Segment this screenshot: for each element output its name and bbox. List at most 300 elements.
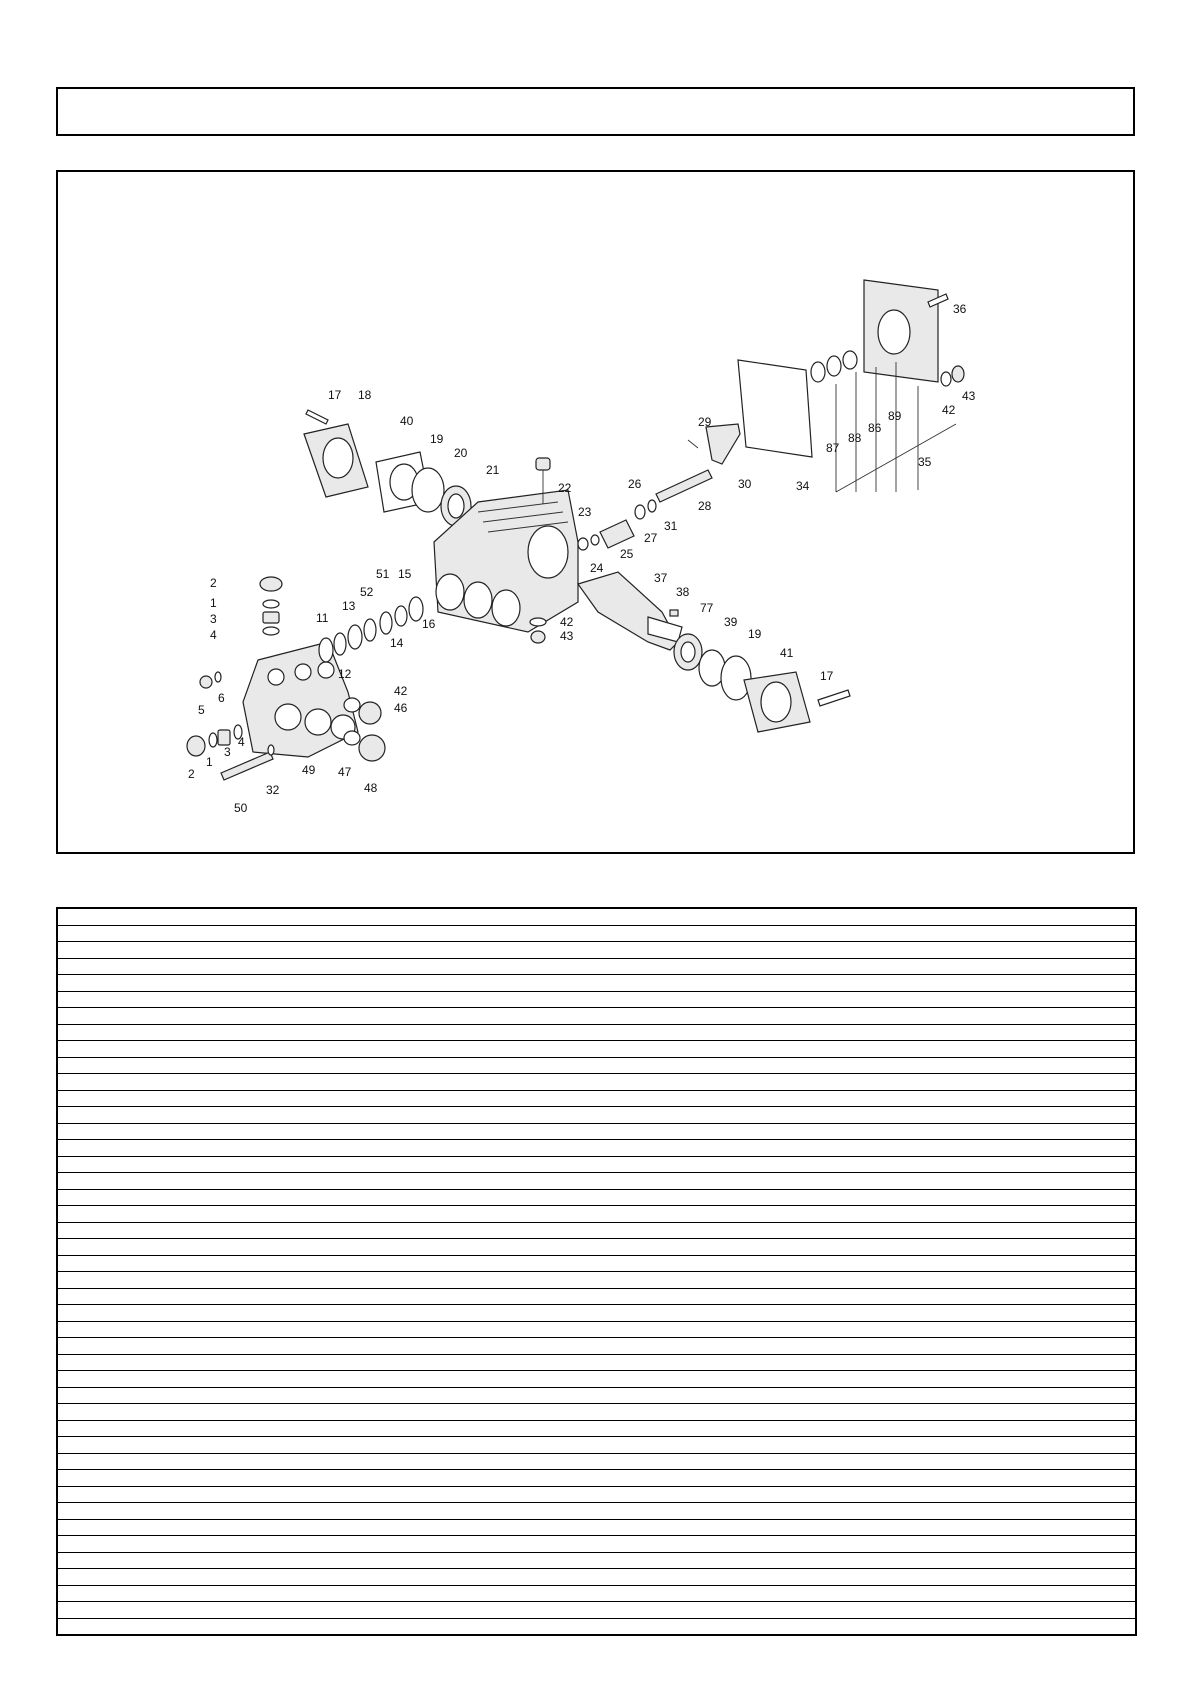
table-cell bbox=[95, 1552, 163, 1569]
table-cell bbox=[163, 1008, 265, 1025]
callout-52: 52 bbox=[360, 585, 374, 599]
table-cell bbox=[877, 1486, 1049, 1503]
table-cell bbox=[265, 975, 877, 992]
table-cell bbox=[57, 1288, 95, 1305]
table-row bbox=[57, 1041, 1136, 1058]
table-cell bbox=[877, 942, 1049, 959]
table-row bbox=[57, 958, 1136, 975]
callout-40: 40 bbox=[400, 414, 414, 428]
callout-30: 30 bbox=[738, 477, 752, 491]
table-row bbox=[57, 1239, 1136, 1256]
table-cell bbox=[57, 1189, 95, 1206]
table-cell bbox=[95, 1387, 163, 1404]
table-cell bbox=[95, 1305, 163, 1322]
table-cell bbox=[265, 1486, 877, 1503]
pump-exploded-view bbox=[58, 172, 1133, 852]
table-cell bbox=[57, 975, 95, 992]
table-cell bbox=[57, 1503, 95, 1520]
table-cell bbox=[1049, 1305, 1136, 1322]
table-cell bbox=[1049, 1140, 1136, 1157]
callout-31: 31 bbox=[664, 519, 678, 533]
table-cell bbox=[163, 1486, 265, 1503]
table-cell bbox=[265, 1470, 877, 1487]
table-cell bbox=[95, 1321, 163, 1338]
table-cell bbox=[163, 1123, 265, 1140]
table-cell bbox=[57, 1156, 95, 1173]
callout-15: 15 bbox=[398, 567, 412, 581]
table-cell bbox=[877, 1156, 1049, 1173]
table-cell bbox=[265, 1387, 877, 1404]
table-cell bbox=[57, 1387, 95, 1404]
table-cell bbox=[877, 958, 1049, 975]
table-cell bbox=[57, 1222, 95, 1239]
callout-1-top: 1 bbox=[210, 596, 217, 610]
table-cell bbox=[95, 1519, 163, 1536]
table-cell bbox=[1049, 1321, 1136, 1338]
table-cell bbox=[57, 1569, 95, 1586]
table-cell bbox=[95, 1536, 163, 1553]
table-cell bbox=[57, 1090, 95, 1107]
table-cell bbox=[265, 1404, 877, 1421]
table-cell bbox=[95, 1024, 163, 1041]
table-row bbox=[57, 1503, 1136, 1520]
table-row bbox=[57, 1057, 1136, 1074]
table-cell bbox=[877, 1453, 1049, 1470]
front-flange bbox=[304, 410, 471, 526]
table-row bbox=[57, 975, 1136, 992]
table-cell bbox=[163, 1404, 265, 1421]
table-cell bbox=[877, 1338, 1049, 1355]
callout-20: 20 bbox=[454, 446, 468, 460]
table-cell bbox=[877, 1189, 1049, 1206]
table-row bbox=[57, 1090, 1136, 1107]
table-cell bbox=[163, 1552, 265, 1569]
table-cell bbox=[163, 1602, 265, 1619]
table-cell bbox=[877, 1206, 1049, 1223]
callout-19-top: 19 bbox=[430, 432, 444, 446]
table-row bbox=[57, 1536, 1136, 1553]
table-cell bbox=[1049, 1338, 1136, 1355]
table-cell bbox=[877, 1074, 1049, 1091]
table-cell bbox=[877, 1057, 1049, 1074]
table-row bbox=[57, 1371, 1136, 1388]
callout-42-left: 42 bbox=[394, 684, 408, 698]
table-cell bbox=[163, 925, 265, 942]
table-cell bbox=[163, 1519, 265, 1536]
table-cell bbox=[1049, 1222, 1136, 1239]
table-cell bbox=[95, 1602, 163, 1619]
table-cell bbox=[163, 942, 265, 959]
table-cell bbox=[265, 1123, 877, 1140]
callout-34: 34 bbox=[796, 479, 810, 493]
table-cell bbox=[265, 1272, 877, 1289]
table-cell bbox=[163, 908, 265, 925]
callout-14: 14 bbox=[390, 636, 404, 650]
table-cell bbox=[1049, 1569, 1136, 1586]
table-cell bbox=[163, 1338, 265, 1355]
table-cell bbox=[265, 1173, 877, 1190]
table-cell bbox=[877, 908, 1049, 925]
table-cell bbox=[1049, 1585, 1136, 1602]
table-row bbox=[57, 1486, 1136, 1503]
table-cell bbox=[57, 908, 95, 925]
callout-24: 24 bbox=[590, 561, 604, 575]
table-cell bbox=[1049, 925, 1136, 942]
callout-4-top: 4 bbox=[210, 628, 217, 642]
table-cell bbox=[265, 1107, 877, 1124]
rear-flange bbox=[744, 672, 850, 732]
callout-5: 5 bbox=[198, 703, 205, 717]
table-cell bbox=[877, 1288, 1049, 1305]
title-box bbox=[56, 87, 1135, 136]
table-cell bbox=[163, 1074, 265, 1091]
table-cell bbox=[877, 1585, 1049, 1602]
connecting-rod-parts bbox=[578, 424, 740, 550]
table-row bbox=[57, 1074, 1136, 1091]
callout-2-top: 2 bbox=[210, 576, 217, 590]
table-cell bbox=[877, 1437, 1049, 1454]
table-cell bbox=[877, 1222, 1049, 1239]
table-cell bbox=[1049, 1206, 1136, 1223]
table-cell bbox=[877, 1173, 1049, 1190]
table-cell bbox=[265, 1569, 877, 1586]
table-cell bbox=[877, 1239, 1049, 1256]
table-cell bbox=[265, 1420, 877, 1437]
table-cell bbox=[95, 1090, 163, 1107]
table-cell bbox=[163, 1206, 265, 1223]
table-cell bbox=[95, 1486, 163, 1503]
callout-37: 37 bbox=[654, 571, 668, 585]
table-cell bbox=[1049, 1387, 1136, 1404]
table-cell bbox=[95, 1585, 163, 1602]
table-cell bbox=[57, 1074, 95, 1091]
table-cell bbox=[265, 1041, 877, 1058]
table-cell bbox=[95, 1140, 163, 1157]
callout-46: 46 bbox=[394, 701, 408, 715]
callout-41: 41 bbox=[780, 646, 794, 660]
table-cell bbox=[1049, 1420, 1136, 1437]
callout-1-left: 1 bbox=[206, 755, 213, 769]
table-cell bbox=[95, 1123, 163, 1140]
callout-6: 6 bbox=[218, 691, 225, 705]
table-row bbox=[57, 1420, 1136, 1437]
table-cell bbox=[877, 1272, 1049, 1289]
table-cell bbox=[95, 1189, 163, 1206]
table-cell bbox=[1049, 1272, 1136, 1289]
callout-3-top: 3 bbox=[210, 612, 217, 626]
table-row bbox=[57, 1206, 1136, 1223]
table-row bbox=[57, 1189, 1136, 1206]
table-cell bbox=[877, 975, 1049, 992]
table-cell bbox=[265, 1222, 877, 1239]
table-cell bbox=[95, 1107, 163, 1124]
table-cell bbox=[265, 1321, 877, 1338]
table-cell bbox=[57, 1140, 95, 1157]
table-cell bbox=[877, 1420, 1049, 1437]
table-row bbox=[57, 1338, 1136, 1355]
callout-2-left: 2 bbox=[188, 767, 195, 781]
callout-36: 36 bbox=[953, 302, 967, 316]
callout-86: 86 bbox=[868, 421, 882, 435]
table-cell bbox=[163, 1618, 265, 1635]
table-cell bbox=[877, 1255, 1049, 1272]
table-cell bbox=[265, 1437, 877, 1454]
table-cell bbox=[877, 1090, 1049, 1107]
table-cell bbox=[95, 1239, 163, 1256]
table-cell bbox=[1049, 1486, 1136, 1503]
table-cell bbox=[57, 1255, 95, 1272]
table-cell bbox=[95, 1437, 163, 1454]
table-cell bbox=[1049, 958, 1136, 975]
table-cell bbox=[57, 1420, 95, 1437]
callout-87: 87 bbox=[826, 441, 840, 455]
table-cell bbox=[95, 1272, 163, 1289]
table-row bbox=[57, 1387, 1136, 1404]
table-cell bbox=[265, 1024, 877, 1041]
table-cell bbox=[877, 1008, 1049, 1025]
callout-38: 38 bbox=[676, 585, 690, 599]
table-cell bbox=[265, 1536, 877, 1553]
table-row bbox=[57, 1618, 1136, 1635]
table-cell bbox=[163, 958, 265, 975]
table-cell bbox=[1049, 1503, 1136, 1520]
callout-35: 35 bbox=[918, 455, 932, 469]
table-cell bbox=[95, 1569, 163, 1586]
table-cell bbox=[95, 1255, 163, 1272]
table-cell bbox=[95, 1338, 163, 1355]
table-cell bbox=[1049, 1519, 1136, 1536]
table-cell bbox=[57, 925, 95, 942]
table-cell bbox=[95, 1618, 163, 1635]
table-cell bbox=[265, 1519, 877, 1536]
table-row bbox=[57, 1024, 1136, 1041]
table-cell bbox=[163, 1387, 265, 1404]
callout-49: 49 bbox=[302, 763, 316, 777]
table-cell bbox=[57, 1041, 95, 1058]
table-row bbox=[57, 1272, 1136, 1289]
table-row bbox=[57, 1552, 1136, 1569]
table-cell bbox=[1049, 1156, 1136, 1173]
callout-28: 28 bbox=[698, 499, 712, 513]
table-cell bbox=[163, 1453, 265, 1470]
table-cell bbox=[163, 1321, 265, 1338]
table-cell bbox=[57, 1453, 95, 1470]
table-cell bbox=[163, 975, 265, 992]
table-cell bbox=[57, 1486, 95, 1503]
table-cell bbox=[163, 1305, 265, 1322]
table-cell bbox=[265, 1239, 877, 1256]
table-cell bbox=[1049, 1255, 1136, 1272]
table-cell bbox=[57, 1239, 95, 1256]
callout-32: 32 bbox=[266, 783, 280, 797]
table-cell bbox=[57, 1536, 95, 1553]
table-cell bbox=[1049, 1354, 1136, 1371]
table-cell bbox=[95, 1354, 163, 1371]
table-cell bbox=[1049, 975, 1136, 992]
parts-list-body bbox=[57, 908, 1136, 1635]
callout-22: 22 bbox=[558, 481, 572, 495]
table-cell bbox=[95, 1470, 163, 1487]
table-cell bbox=[163, 1437, 265, 1454]
table-row bbox=[57, 1173, 1136, 1190]
table-row bbox=[57, 1404, 1136, 1421]
table-cell bbox=[1049, 1552, 1136, 1569]
table-cell bbox=[877, 1123, 1049, 1140]
table-cell bbox=[95, 1453, 163, 1470]
table-cell bbox=[265, 1074, 877, 1091]
table-cell bbox=[1049, 1288, 1136, 1305]
table-row bbox=[57, 1305, 1136, 1322]
valve-stack-top bbox=[260, 577, 282, 635]
table-cell bbox=[877, 1569, 1049, 1586]
table-cell bbox=[265, 1338, 877, 1355]
table-cell bbox=[1049, 1371, 1136, 1388]
table-cell bbox=[1049, 1041, 1136, 1058]
table-cell bbox=[265, 1288, 877, 1305]
table-cell bbox=[57, 1024, 95, 1041]
callout-50: 50 bbox=[234, 801, 248, 815]
table-cell bbox=[877, 1305, 1049, 1322]
table-cell bbox=[877, 1519, 1049, 1536]
table-cell bbox=[877, 1024, 1049, 1041]
table-cell bbox=[265, 1602, 877, 1619]
table-cell bbox=[95, 1206, 163, 1223]
table-cell bbox=[265, 1140, 877, 1157]
table-cell bbox=[163, 1470, 265, 1487]
table-cell bbox=[877, 1387, 1049, 1404]
table-cell bbox=[57, 1585, 95, 1602]
table-cell bbox=[1049, 1090, 1136, 1107]
callout-48: 48 bbox=[364, 781, 378, 795]
table-cell bbox=[265, 1503, 877, 1520]
table-cell bbox=[163, 1222, 265, 1239]
table-cell bbox=[877, 1552, 1049, 1569]
callout-17-top: 17 bbox=[328, 388, 342, 402]
table-cell bbox=[1049, 1074, 1136, 1091]
table-cell bbox=[1049, 1437, 1136, 1454]
table-cell bbox=[163, 1090, 265, 1107]
table-cell bbox=[57, 1123, 95, 1140]
table-cell bbox=[877, 1140, 1049, 1157]
table-cell bbox=[57, 1404, 95, 1421]
table-cell bbox=[1049, 1057, 1136, 1074]
table-cell bbox=[265, 1305, 877, 1322]
table-cell bbox=[57, 1338, 95, 1355]
bearings bbox=[674, 634, 751, 700]
table-cell bbox=[163, 1371, 265, 1388]
table-row bbox=[57, 1453, 1136, 1470]
table-row bbox=[57, 908, 1136, 925]
table-cell bbox=[95, 1074, 163, 1091]
table-cell bbox=[877, 1404, 1049, 1421]
table-cell bbox=[877, 1470, 1049, 1487]
table-cell bbox=[877, 925, 1049, 942]
table-cell bbox=[57, 1437, 95, 1454]
table-cell bbox=[265, 942, 877, 959]
table-cell bbox=[265, 1057, 877, 1074]
table-cell bbox=[57, 1008, 95, 1025]
table-cell bbox=[265, 1008, 877, 1025]
table-cell bbox=[95, 1008, 163, 1025]
table-cell bbox=[57, 1057, 95, 1074]
table-cell bbox=[1049, 1024, 1136, 1041]
table-row bbox=[57, 1222, 1136, 1239]
table-cell bbox=[57, 958, 95, 975]
table-cell bbox=[163, 1354, 265, 1371]
table-cell bbox=[1049, 1239, 1136, 1256]
table-cell bbox=[163, 991, 265, 1008]
table-cell bbox=[57, 1321, 95, 1338]
table-cell bbox=[95, 1420, 163, 1437]
table-cell bbox=[877, 991, 1049, 1008]
callout-29: 29 bbox=[698, 415, 712, 429]
table-cell bbox=[877, 1041, 1049, 1058]
table-row bbox=[57, 1569, 1136, 1586]
table-cell bbox=[265, 1552, 877, 1569]
table-cell bbox=[57, 1107, 95, 1124]
table-cell bbox=[163, 1057, 265, 1074]
table-cell bbox=[877, 1354, 1049, 1371]
table-cell bbox=[95, 958, 163, 975]
table-cell bbox=[57, 1305, 95, 1322]
valve-stack-left bbox=[187, 672, 242, 756]
table-row bbox=[57, 1602, 1136, 1619]
table-cell bbox=[1049, 1470, 1136, 1487]
table-cell bbox=[57, 1470, 95, 1487]
table-cell bbox=[57, 991, 95, 1008]
table-cell bbox=[95, 1288, 163, 1305]
table-row bbox=[57, 1288, 1136, 1305]
table-cell bbox=[265, 1354, 877, 1371]
parts-list-table bbox=[56, 907, 1137, 1636]
table-cell bbox=[877, 1602, 1049, 1619]
table-cell bbox=[1049, 1404, 1136, 1421]
table-cell bbox=[57, 1272, 95, 1289]
table-cell bbox=[877, 1321, 1049, 1338]
table-row bbox=[57, 925, 1136, 942]
table-cell bbox=[95, 925, 163, 942]
table-cell bbox=[1049, 942, 1136, 959]
seal-set bbox=[319, 597, 423, 662]
table-row bbox=[57, 1255, 1136, 1272]
table-row bbox=[57, 1123, 1136, 1140]
table-cell bbox=[57, 1602, 95, 1619]
table-cell bbox=[95, 1156, 163, 1173]
callout-23: 23 bbox=[578, 505, 592, 519]
callout-16: 16 bbox=[422, 617, 436, 631]
table-cell bbox=[95, 1503, 163, 1520]
table-cell bbox=[163, 1024, 265, 1041]
table-cell bbox=[265, 1255, 877, 1272]
table-cell bbox=[163, 1503, 265, 1520]
callout-89: 89 bbox=[888, 409, 902, 423]
table-cell bbox=[163, 1239, 265, 1256]
manifold-head bbox=[243, 642, 358, 757]
callout-51: 51 bbox=[376, 567, 390, 581]
table-row bbox=[57, 1008, 1136, 1025]
table-row bbox=[57, 942, 1136, 959]
table-cell bbox=[265, 1189, 877, 1206]
table-cell bbox=[57, 1552, 95, 1569]
table-cell bbox=[163, 1536, 265, 1553]
callout-19-right: 19 bbox=[748, 627, 762, 641]
table-cell bbox=[95, 908, 163, 925]
table-cell bbox=[57, 1371, 95, 1388]
table-cell bbox=[265, 991, 877, 1008]
table-cell bbox=[1049, 1173, 1136, 1190]
table-cell bbox=[1049, 1536, 1136, 1553]
callout-88: 88 bbox=[848, 431, 862, 445]
